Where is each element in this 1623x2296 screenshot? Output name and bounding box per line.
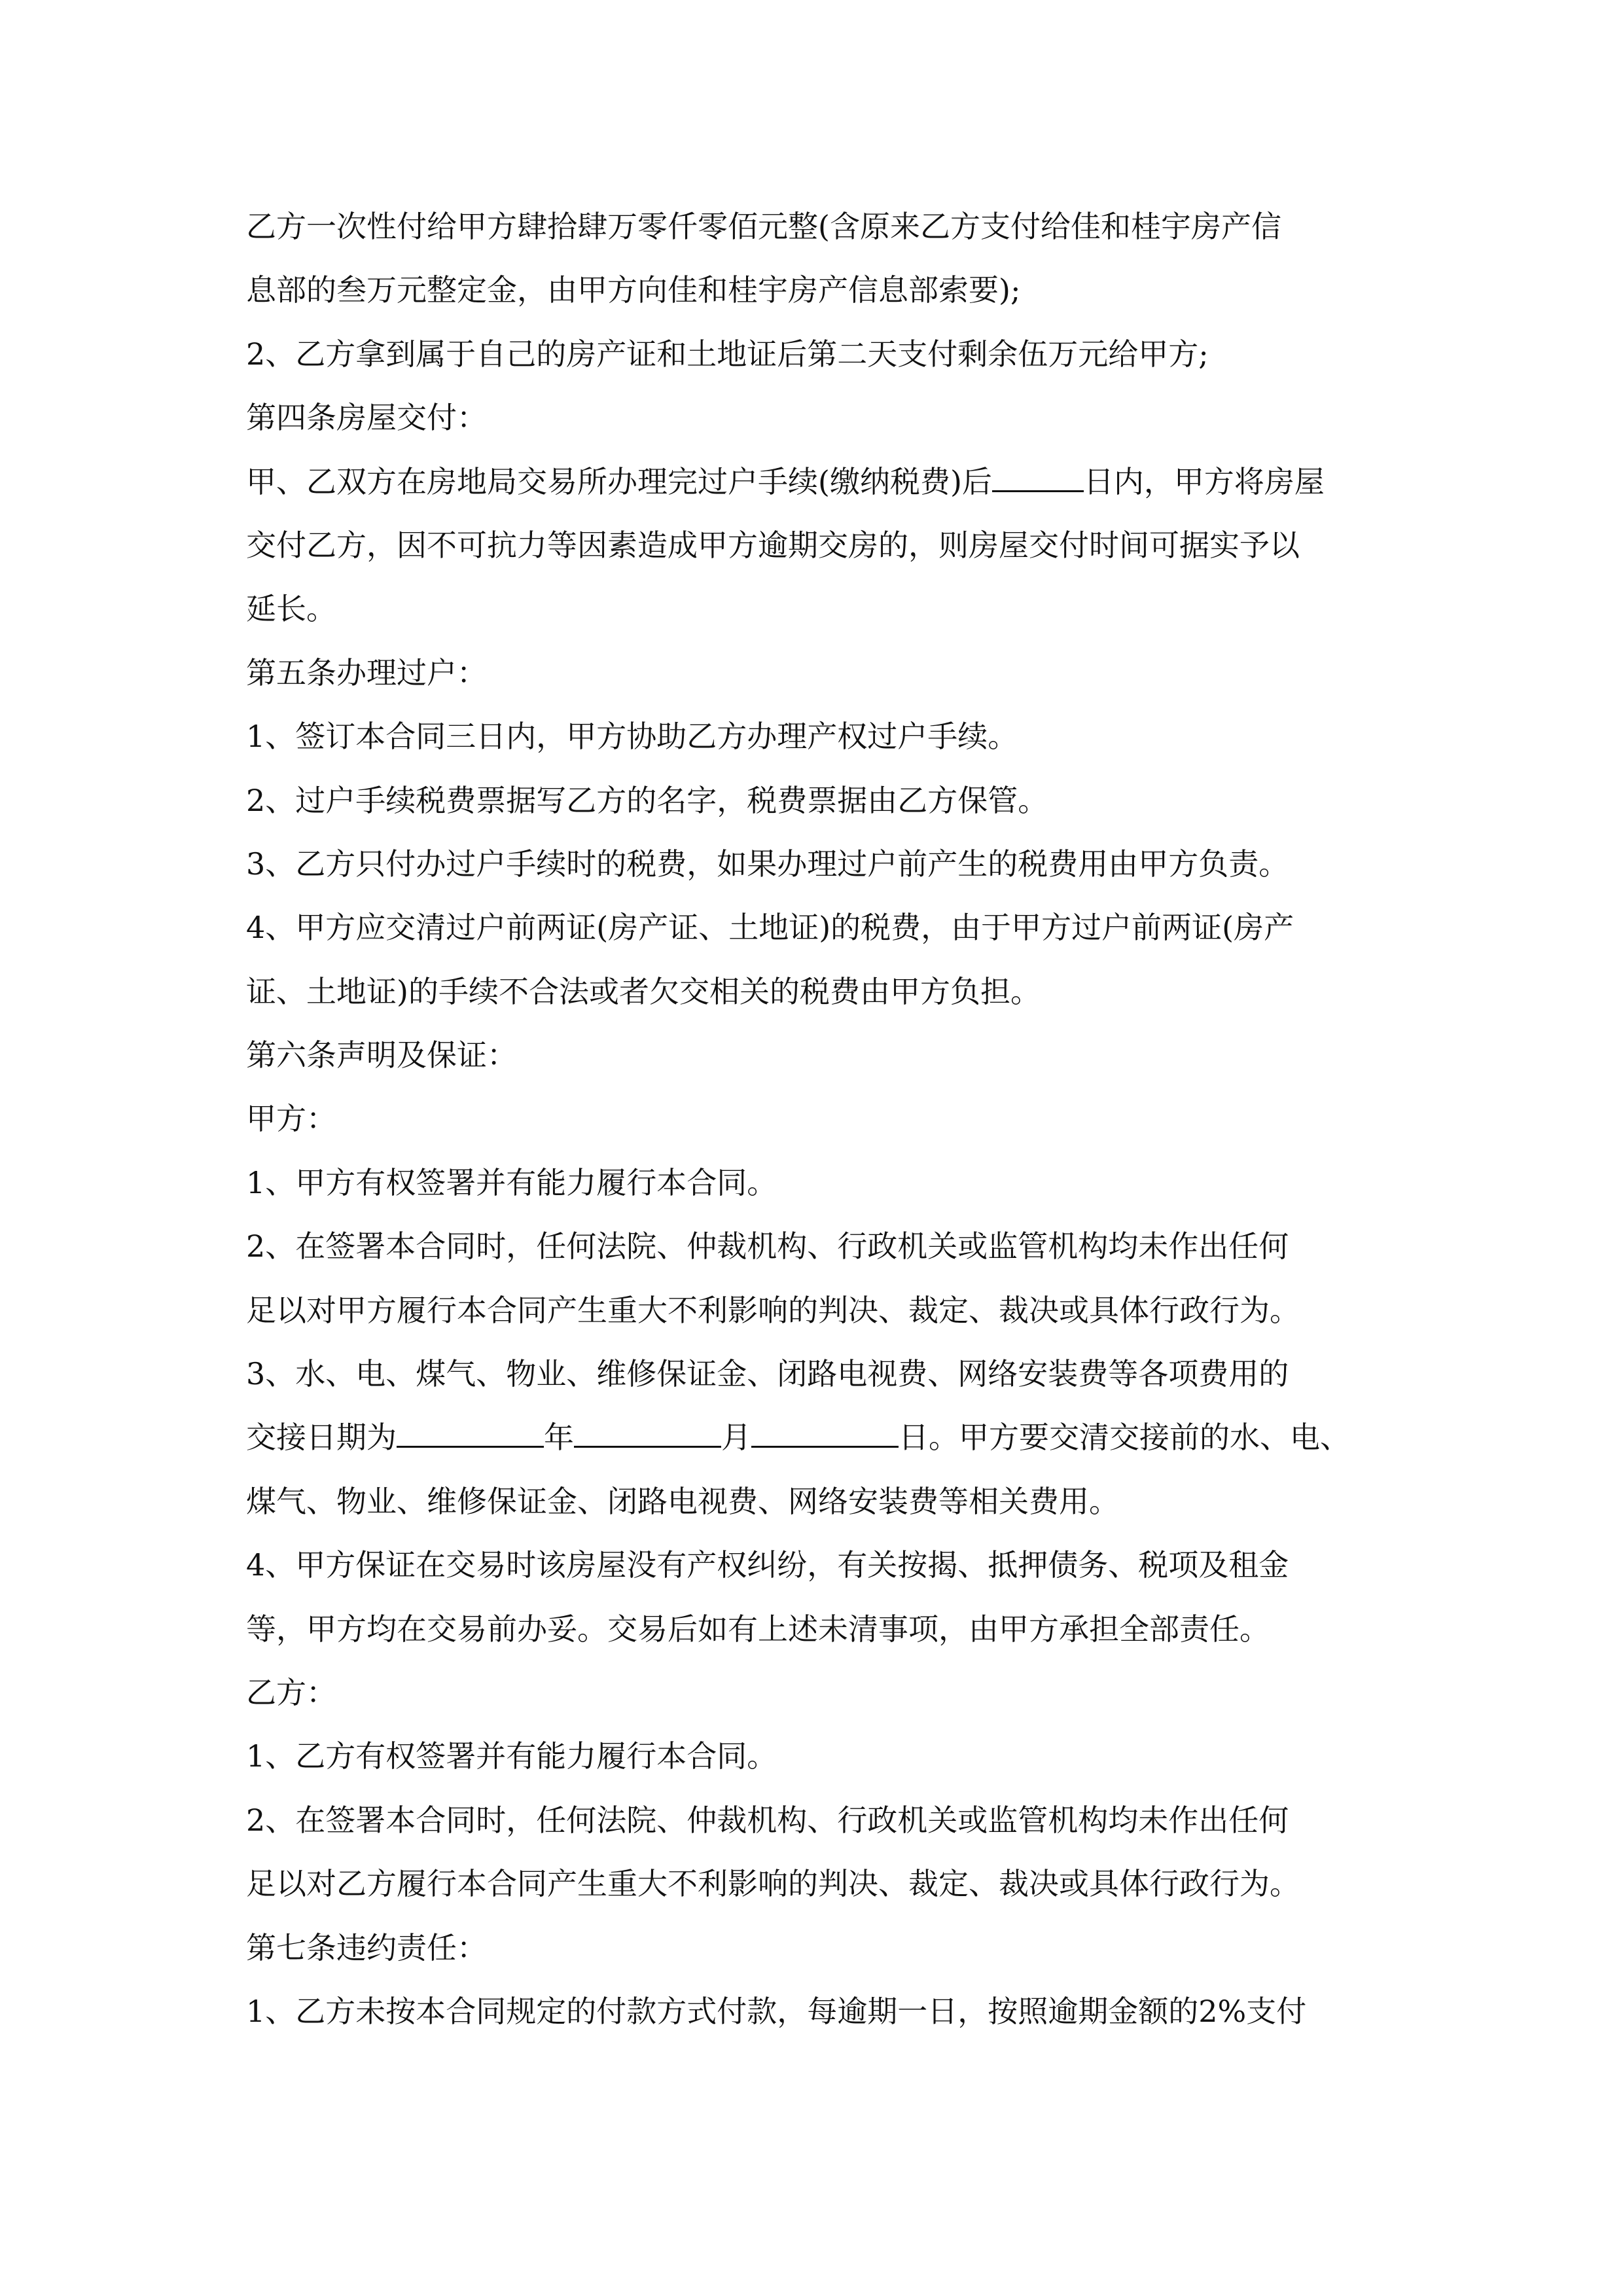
paragraph-line: 3、乙方只付办过户手续时的税费，如果办理过户前产生的税费用由甲方负责。 bbox=[246, 846, 1289, 882]
text: 日内，甲方将房屋 bbox=[1083, 463, 1325, 499]
paragraph-line: 1、乙方有权签署并有能力履行本合同。 bbox=[246, 1738, 777, 1774]
paragraph-line: 足以对乙方履行本合同产生重大不利影响的判决、裁定、裁决或具体行政行为。 bbox=[246, 1866, 1300, 1902]
text: 月 bbox=[721, 1420, 751, 1456]
paragraph-line: 乙方一次性付给甲方肆拾肆万零仟零佰元整(含原来乙方支付给佳和桂宇房产信 bbox=[246, 209, 1281, 244]
paragraph-line: 4、甲方保证在交易时该房屋没有产权纠纷，有关按揭、抵押债务、税项及租金 bbox=[246, 1547, 1289, 1583]
subheading: 乙方： bbox=[246, 1674, 336, 1710]
paragraph-line bbox=[246, 450, 1398, 514]
section-heading: 第四条房屋交付： bbox=[246, 400, 487, 436]
paragraph-line: 2、在签署本合同时，任何法院、仲裁机构、行政机关或监管机构均未作出任何 bbox=[246, 1229, 1289, 1265]
paragraph-line: 3、水、电、煤气、物业、维修保证金、闭路电视费、网络安装费等各项费用的 bbox=[246, 1356, 1289, 1392]
subheading: 甲方： bbox=[246, 1101, 336, 1137]
paragraph-line: 2、过户手续税费票据写乙方的名字，税费票据由乙方保管。 bbox=[246, 782, 1048, 818]
contract-page bbox=[246, 195, 1398, 2043]
paragraph-line: 延长。 bbox=[246, 591, 336, 627]
paragraph-line: 证、土地证)的手续不合法或者欠交相关的税费由甲方负担。 bbox=[246, 973, 1041, 1009]
paragraph-line: 1、签订本合同三日内，甲方协助乙方办理产权过户手续。 bbox=[246, 719, 1018, 755]
text: 甲、乙双方在房地局交易所办理完过户手续(缴纳税费)后 bbox=[246, 463, 992, 499]
section-heading: 第六条声明及保证： bbox=[246, 1037, 517, 1073]
paragraph-line: 等，甲方均在交易前办妥。交易后如有上述未清事项，由甲方承担全部责任。 bbox=[246, 1611, 1270, 1647]
paragraph-line: 足以对甲方履行本合同产生重大不利影响的判决、裁定、裁决或具体行政行为。 bbox=[246, 1292, 1300, 1328]
section-heading: 第七条违约责任： bbox=[246, 1929, 487, 1965]
section-heading: 第五条办理过户： bbox=[246, 655, 487, 691]
paragraph-line: 息部的叁万元整定金，由甲方向佳和桂宇房产信息部索要); bbox=[246, 272, 1021, 308]
month-blank bbox=[574, 1424, 721, 1448]
fill-in-blank bbox=[992, 468, 1084, 492]
paragraph-line bbox=[246, 1406, 1398, 1469]
paragraph-line: 煤气、物业、维修保证金、闭路电视费、网络安装费等相关费用。 bbox=[246, 1483, 1119, 1519]
paragraph-line: 4、甲方应交清过户前两证(房产证、土地证)的税费，由于甲方过户前两证(房产 bbox=[246, 910, 1294, 946]
text: 年 bbox=[544, 1420, 574, 1456]
paragraph-line: 交付乙方，因不可抗力等因素造成甲方逾期交房的，则房屋交付时间可据实予以 bbox=[246, 527, 1300, 563]
paragraph-line: 2、在签署本合同时，任何法院、仲裁机构、行政机关或监管机构均未作出任何 bbox=[246, 1802, 1289, 1838]
paragraph-line: 1、乙方未按本合同规定的付款方式付款，每逾期一日，按照逾期金额的2%支付 bbox=[246, 1993, 1307, 2029]
day-blank bbox=[751, 1424, 899, 1448]
paragraph-line: 2、乙方拿到属于自己的房产证和土地证后第二天支付剩余伍万元给甲方; bbox=[246, 336, 1209, 372]
paragraph-line: 1、甲方有权签署并有能力履行本合同。 bbox=[246, 1164, 777, 1200]
text: 交接日期为 bbox=[246, 1420, 397, 1456]
text: 日。甲方要交清交接前的水、电、 bbox=[899, 1420, 1350, 1456]
year-blank bbox=[397, 1424, 544, 1448]
